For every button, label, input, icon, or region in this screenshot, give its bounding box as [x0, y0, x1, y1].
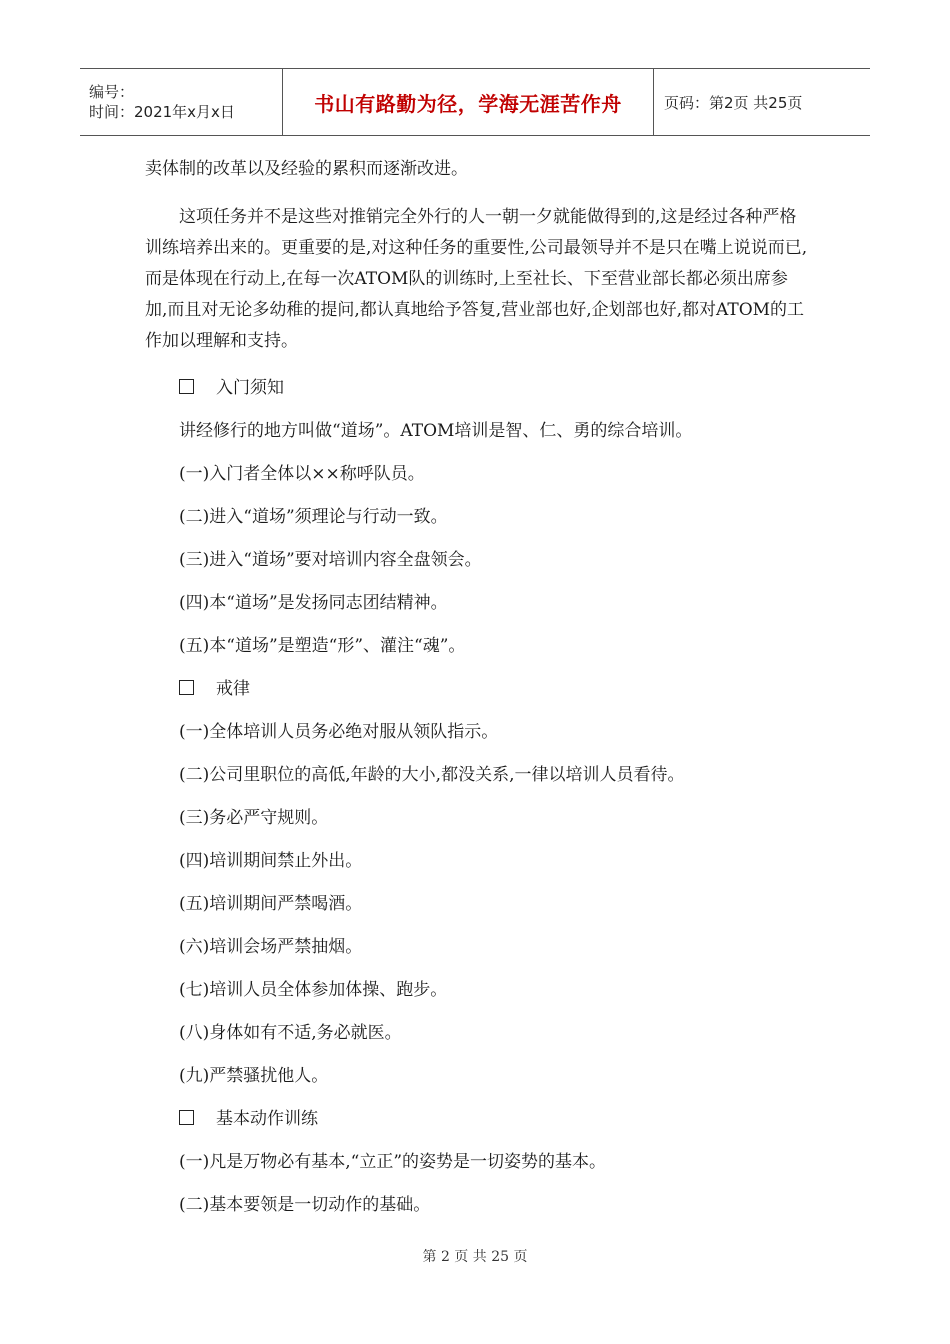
section-heading-discipline	[145, 668, 810, 711]
document-time-label: 时间：2021年x月x日	[89, 103, 235, 121]
list-item: (五)培训期间严禁喝酒。	[179, 894, 363, 914]
checkbox-icon	[179, 680, 194, 695]
continuation-text: 卖体制的改革以及经验的累积而逐渐改进。	[145, 159, 468, 179]
list-item: (一)凡是万物必有基本,“立正”的姿势是一切姿势的基本。	[179, 1152, 607, 1172]
list-item: (四)培训期间禁止外出。	[179, 851, 363, 871]
list-item: (二)基本要领是一切动作的基础。	[179, 1195, 431, 1215]
header-page-info-cell	[654, 69, 870, 135]
list-item: (四)本“道场”是发扬同志团结精神。	[179, 593, 448, 613]
header-motto-cell	[282, 69, 654, 135]
document-body	[145, 150, 810, 1227]
header-page-info: 页码：第2页 共25页	[664, 93, 803, 112]
section-title: 基本动作训练	[216, 1109, 318, 1129]
list-item: (二)进入“道场”须理论与行动一致。	[179, 507, 448, 527]
list-item: (二)公司里职位的高低,年龄的大小,都没关系,一律以培训人员看待。	[179, 765, 685, 785]
list-item: (八)身体如有不适,务必就医。	[179, 1023, 402, 1043]
section-heading-entry-rules	[145, 367, 810, 410]
section-title: 入门须知	[216, 378, 284, 398]
page-header	[80, 68, 870, 136]
checkbox-icon	[179, 379, 194, 394]
list-item: (一)全体培训人员务必绝对服从领队指示。	[179, 722, 499, 742]
document-number-label: 编号：	[89, 83, 135, 101]
page-footer: 第 2 页 共 25 页	[422, 1249, 528, 1265]
list-item: (三)进入“道场”要对培训内容全盘领会。	[179, 550, 482, 570]
list-item: (五)本“道场”是塑造“形”、灌注“魂”。	[179, 636, 466, 656]
list-item: (三)务必严守规则。	[179, 808, 329, 828]
body-paragraph: 这项任务并不是这些对推销完全外行的人一朝一夕就能做得到的,这是经过各种严格训练培养出来的。更重要的是,对这种任务的重要性,公司最领导并不是只在嘴上说说而已,而是体现在行动上,在每一次ATOM队的训练时,上至社长、下至营业部长都必须出席参加,而且对无论多幼稚的提问,都认真地给予答复,营业部也好,企划部也好,都对ATOM的工作加以理解和支持。	[145, 207, 808, 351]
section-title: 戒律	[216, 679, 250, 699]
section-heading-basic-training	[145, 1098, 810, 1141]
header-meta	[80, 69, 282, 135]
list-item: (九)严禁骚扰他人。	[179, 1066, 329, 1086]
section-intro: 讲经修行的地方叫做“道场”。ATOM培训是智、仁、勇的综合培训。	[179, 421, 693, 441]
list-item: (一)入门者全体以××称呼队员。	[179, 464, 425, 484]
list-item: (七)培训人员全体参加体操、跑步。	[179, 980, 448, 1000]
header-motto: 书山有路勤为径，学海无涯苦作舟	[314, 91, 622, 116]
checkbox-icon	[179, 1110, 194, 1125]
list-item: (六)培训会场严禁抽烟。	[179, 937, 363, 957]
